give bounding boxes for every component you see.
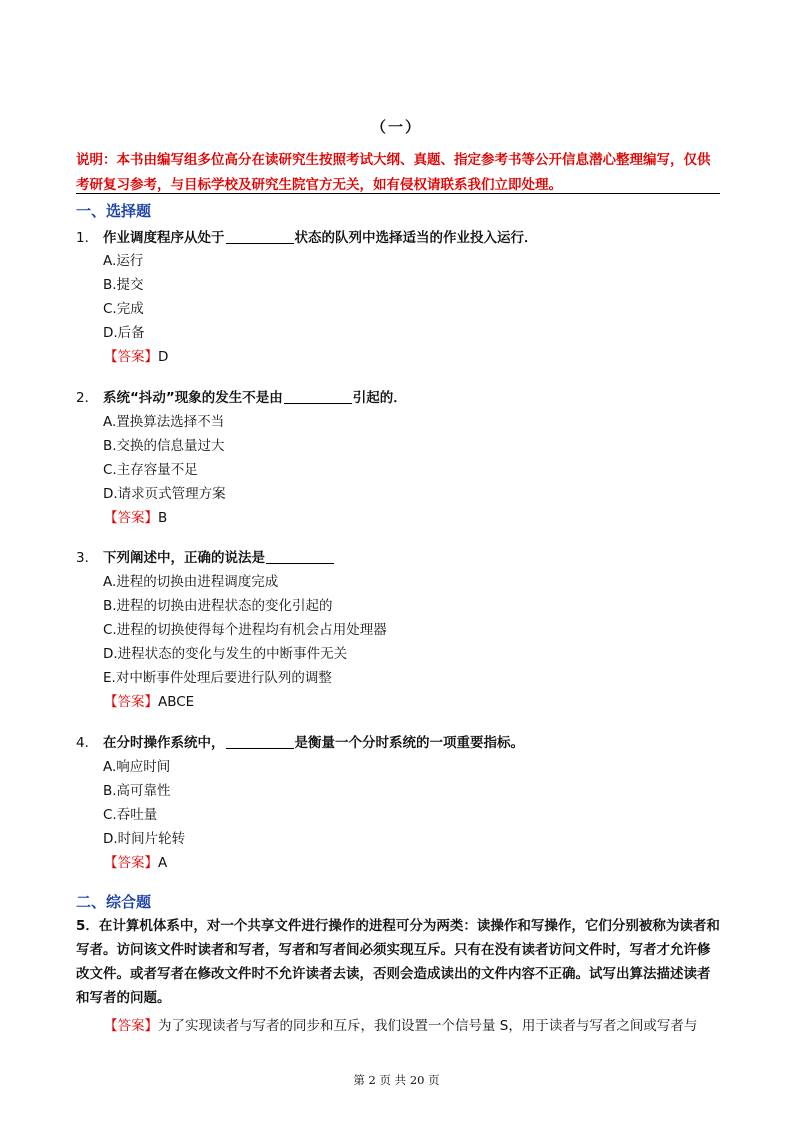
question-number: 1．	[76, 230, 99, 246]
option: C.进程的切换使得每个进程均有机会占用处理器	[103, 622, 387, 638]
option: B.提交	[103, 277, 144, 293]
disclaimer-notice: 说明：本书由编写组多位高分在读研究生按照考试大纲、真题、指定参考书等公开信息潜心整理编写，仅供考研复习参考，与目标学校及研究生院官方无关，如有侵权请联系我们立即处理。	[76, 152, 711, 193]
question-number: 4．	[76, 735, 99, 751]
option: B.高可靠性	[103, 783, 171, 799]
option: D.后备	[103, 325, 145, 341]
option: C.吞吐量	[103, 807, 158, 823]
option: B.进程的切换由进程状态的变化引起的	[103, 598, 333, 614]
answer-label: 【答案】	[104, 855, 158, 871]
answer-value: ABCE	[158, 694, 195, 710]
option: A.置换算法选择不当	[103, 414, 225, 430]
question-number: 3．	[76, 550, 99, 566]
question-text-pre: 下列阐述中，正确的说法是	[103, 550, 265, 566]
answer-blank	[266, 549, 334, 564]
question-text-pre: 作业调度程序从处于	[103, 230, 225, 246]
answer-line	[104, 506, 167, 526]
option: E.对中断事件处理后要进行队列的调整	[103, 670, 332, 686]
answer-line	[104, 690, 194, 710]
answer-value: 为了实现读者与写者的同步和互斥，我们设置一个信号量 S，用于读者与写者之间或写者与	[158, 1018, 698, 1034]
header-divider	[76, 193, 720, 194]
answer-label: 【答案】	[104, 1018, 158, 1034]
answer-value: A	[158, 855, 168, 871]
answer-label: 【答案】	[104, 510, 158, 526]
question-2	[76, 386, 407, 406]
option: C.主存容量不足	[103, 462, 198, 478]
question-text-post: 状态的队列中选择适当的作业投入运行．	[294, 230, 538, 246]
option: B.交换的信息量过大	[103, 438, 225, 454]
answer-blank	[226, 229, 294, 244]
answer-label: 【答案】	[104, 694, 158, 710]
question-text-post: 引起的．	[352, 390, 407, 406]
option: A.响应时间	[103, 759, 171, 775]
answer-line	[104, 851, 167, 871]
option: D.进程状态的变化与发生的中断事件无关	[103, 646, 348, 662]
essay-answer-line	[104, 1014, 697, 1034]
question-3	[76, 546, 335, 566]
page-title: （一）	[370, 118, 422, 136]
question-number: 2．	[76, 390, 99, 406]
answer-label: 【答案】	[104, 349, 158, 365]
question-4	[76, 731, 524, 751]
option: A.运行	[103, 253, 144, 269]
answer-value: B	[158, 510, 168, 526]
option: D.时间片轮转	[103, 831, 186, 847]
option: D.请求页式管理方案	[103, 486, 226, 502]
question-text-post: 是衡量一个分时系统的一项重要指标。	[294, 735, 524, 751]
page-footer: 第 2 页 共 20 页	[353, 1073, 440, 1087]
answer-value: D	[158, 349, 169, 365]
essay-question: 5．在计算机体系中，对一个共享文件进行操作的进程可分为两类：读操作和写操作，它们分别被称为读者和写者。访问该文件时读者和写者，写者和写者间必须实现互斥。只有在没有读者访问文件时，写者才允许修改文件。或者写者在修改文件时不允许读者去读，否则会造成读出的文件内容不正确。试写出算法描述读者和写者的问题。	[76, 918, 720, 1006]
question-text-pre: 系统“抖动”现象的发生不是由	[103, 390, 283, 406]
question-text-pre: 在分时操作系统中，	[103, 735, 225, 751]
question-1	[76, 226, 538, 246]
section-heading-choice: 一、选择题	[76, 202, 152, 220]
answer-blank	[284, 389, 352, 404]
section-heading-comprehensive: 二、综合题	[76, 893, 152, 911]
option: A.进程的切换由进程调度完成	[103, 574, 279, 590]
option: C.完成	[103, 301, 144, 317]
answer-blank	[226, 734, 294, 749]
answer-line	[104, 345, 168, 365]
